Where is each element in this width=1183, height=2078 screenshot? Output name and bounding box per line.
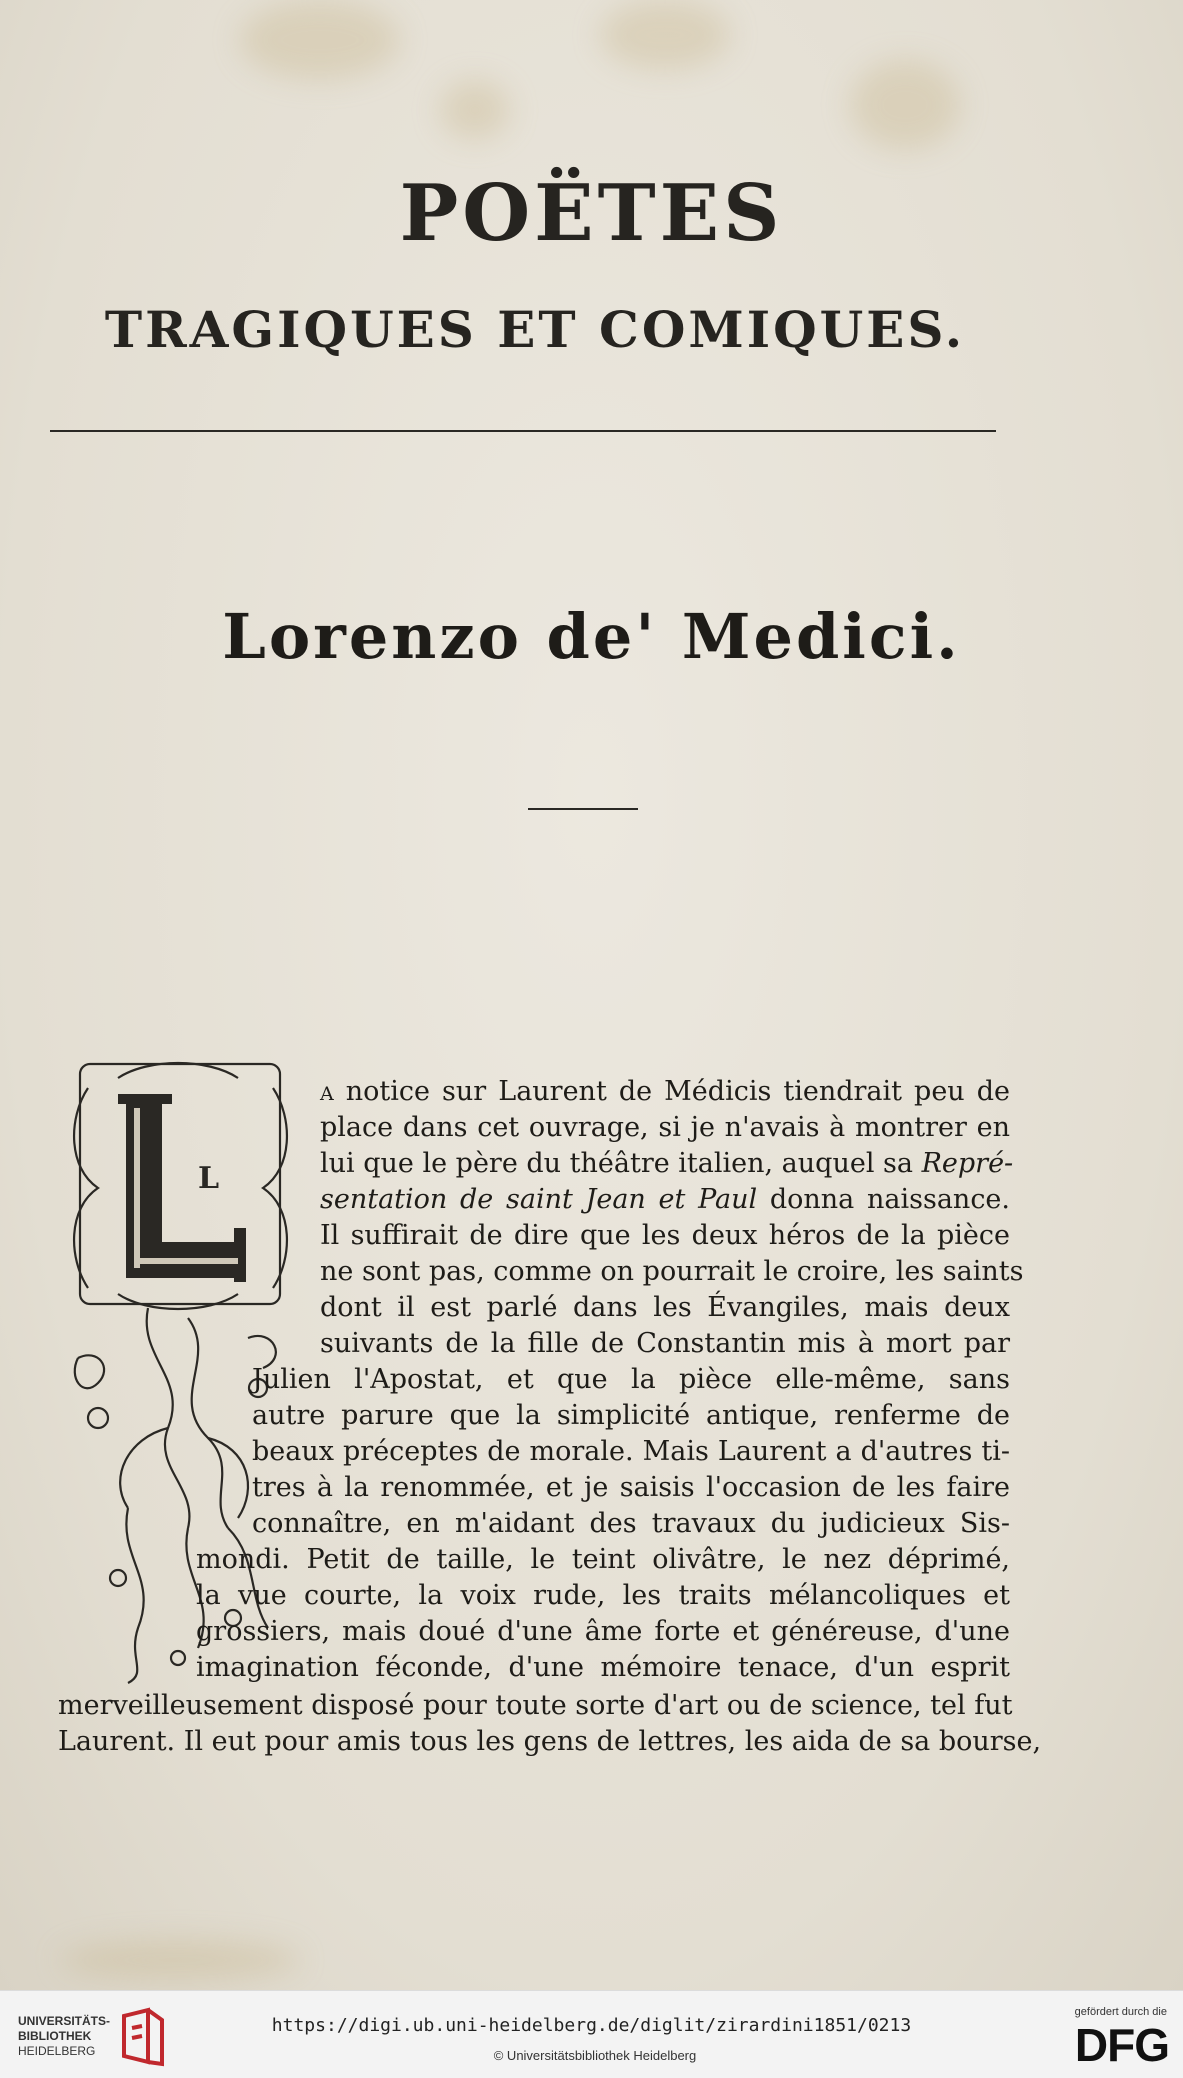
page-title: POËTES	[399, 168, 784, 259]
text-line: tres à la renommée, et je saisis l'occasion de les faire	[252, 1472, 1010, 1503]
text-line: suivants de la fille de Constantin mis à mort par	[320, 1328, 1010, 1359]
dfg-logo[interactable]: DFG	[1074, 2019, 1169, 2071]
text-line: lui que le père du théâtre italien, auquel sa Repré-	[320, 1148, 1014, 1179]
text-line: ne sont pas, comme on pourrait le croire, les saints	[320, 1256, 1024, 1287]
text-line: grossiers, mais doué d'une âme forte et généreuse, d'une	[196, 1616, 1010, 1647]
text-line: Julien l'Apostat, et que la pièce elle-même, sans	[252, 1364, 1010, 1395]
text-line: connaître, en m'aidant des travaux du judicieux Sis-	[252, 1508, 1010, 1539]
library-logo-text[interactable]: UNIVERSITÄTS- BIBLIOTHEK HEIDELBERG	[18, 2014, 111, 2058]
text-line: mondi. Petit de taille, le teint olivâtre, le nez déprimé,	[196, 1544, 1010, 1575]
text-line: dont il est parlé dans les Évangiles, mais deux	[320, 1292, 1010, 1323]
divider-rule	[50, 430, 996, 432]
text-line: beaux préceptes de morale. Mais Laurent a d'autres ti-	[252, 1436, 1010, 1467]
text-line: imagination féconde, d'une mémoire tenace, d'un esprit	[196, 1652, 1010, 1683]
text-line: a notice sur Laurent de Médicis tiendrait peu de	[320, 1076, 1010, 1107]
text-line: place dans cet ouvrage, si je n'avais à montrer en	[320, 1112, 1010, 1143]
copyright-text: © Universitätsbibliothek Heidelberg	[493, 2048, 697, 2063]
permalink-url[interactable]: https://digi.ub.uni-heidelberg.de/diglit/zirardini1851/0213	[271, 2015, 912, 2036]
section-heading: Lorenzo de' Medici.	[222, 600, 961, 673]
divider-short	[528, 808, 638, 810]
drop-cap-letter: L	[198, 1161, 220, 1196]
text-line: autre parure que la simplicité antique, renferme de	[252, 1400, 1010, 1431]
text-line: la vue courte, la voix rude, les traits mélancoliques et	[196, 1580, 1010, 1611]
funding-label: gefördert durch die	[1074, 2006, 1167, 2018]
text-line: sentation de saint Jean et Paul donna naissance.	[320, 1184, 1010, 1215]
text-line: Il suffirait de dire que les deux héros de la pièce	[320, 1220, 1010, 1251]
page-subtitle: TRAGIQUES ET COMIQUES.	[104, 300, 966, 359]
text-line: Laurent. Il eut pour amis tous les gens de lettres, les aida de sa bourse,	[58, 1726, 1042, 1757]
text-line: merveilleusement disposé pour toute sorte d'art ou de science, tel fut	[58, 1690, 1013, 1721]
